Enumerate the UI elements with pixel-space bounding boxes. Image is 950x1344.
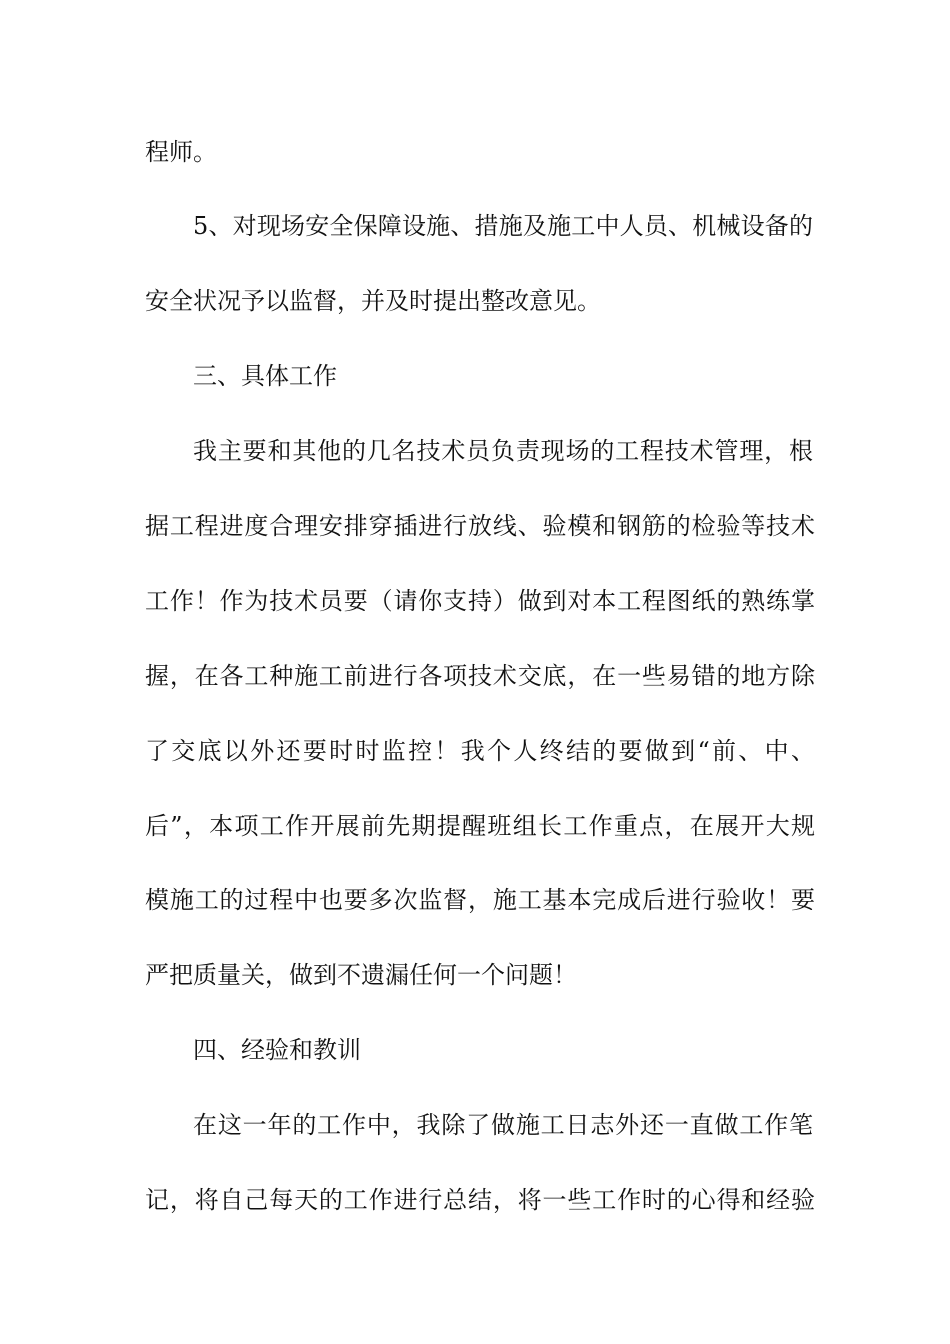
text-line-2: 5、对现场安全保障设施、措施及施工中人员、机械设备的 (193, 212, 813, 240)
text-line-10: 后”，本项工作开展前先期提醒班组长工作重点，在展开大规 (145, 812, 815, 840)
text-line-11: 模施工的过程中也要多次监督，施工基本完成后进行验收！要 (145, 886, 815, 914)
text-line-1: 程师。 (145, 138, 217, 166)
text-line-12: 严把质量关，做到不遗漏任何一个问题！ (145, 961, 577, 989)
text-line-9: 了交底以外还要时时监控！我个人终结的要做到“前、中、 (145, 737, 815, 765)
text-line-6: 据工程进度合理安排穿插进行放线、验模和钢筋的检验等技术 (145, 512, 815, 540)
text-line-14: 在这一年的工作中，我除了做施工日志外还一直做工作笔 (193, 1111, 813, 1139)
section-heading-3: 三、具体工作 (193, 362, 337, 390)
text-line-3: 安全状况予以监督，并及时提出整改意见。 (145, 287, 601, 315)
text-line-15: 记，将自己每天的工作进行总结，将一些工作时的心得和经验 (145, 1186, 815, 1214)
text-line-5: 我主要和其他的几名技术员负责现场的工程技术管理，根 (193, 437, 813, 465)
section-heading-4: 四、经验和教训 (193, 1036, 361, 1064)
text-line-7: 工作！作为技术员要（请你支持）做到对本工程图纸的熟练掌 (145, 587, 815, 615)
text-line-8: 握，在各工种施工前进行各项技术交底，在一些易错的地方除 (145, 662, 815, 690)
